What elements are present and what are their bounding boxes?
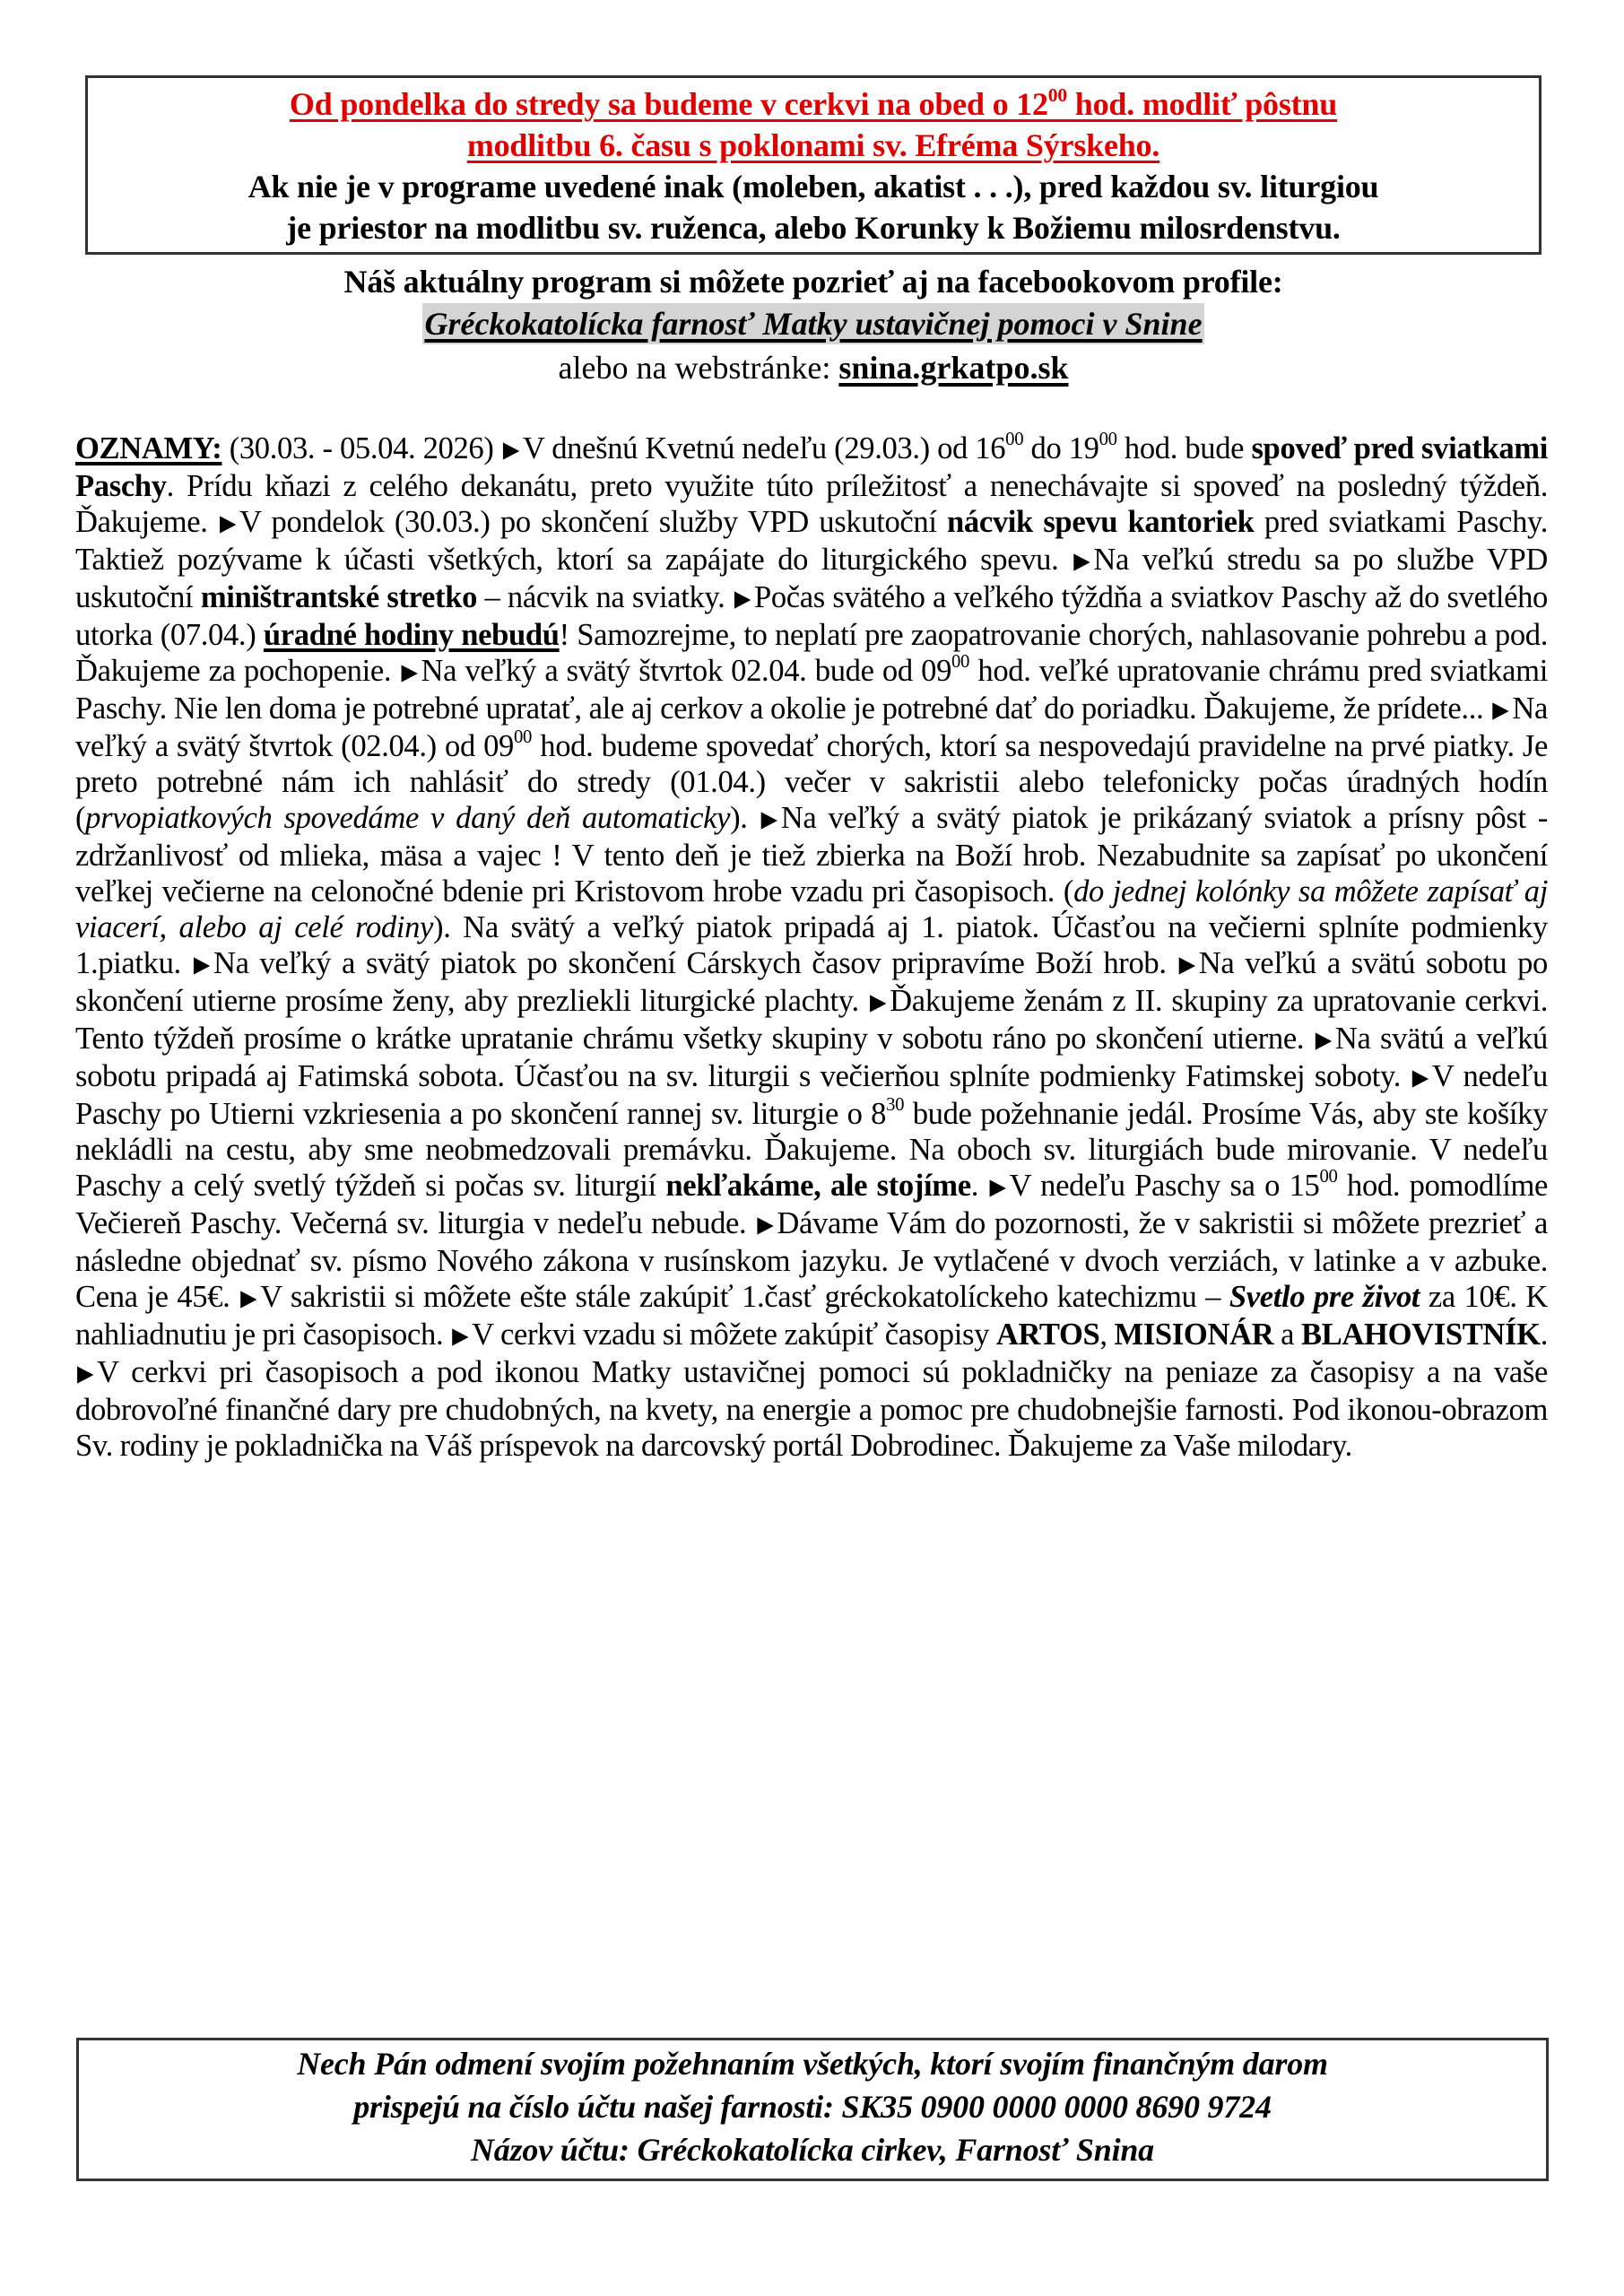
rosary-note-line-2: je priestor na modlitbu sv. ruženca, alebo Korunky k Božiemu milosrdenstvu. bbox=[286, 210, 1341, 246]
announcement-text: . bbox=[1540, 1318, 1549, 1352]
emphasized-text: spoveď pred sviatkami Paschy bbox=[75, 431, 1548, 503]
announcement-text: Na veľký a svätý piatok po skončení Cárskych časov pripravíme Boží hrob. bbox=[213, 946, 1177, 980]
facebook-intro: Náš aktuálny program si môžete pozrieť aj na facebookovom profile: bbox=[343, 264, 1283, 300]
announcement-text: ). Na svätý a veľký piatok pripadá aj 1. piatok. Účasťou na večierni splníte podmienky 1.piatku. bbox=[75, 910, 1548, 980]
time-superscript: 00 bbox=[514, 727, 533, 748]
lenten-prayer-line-1 bbox=[88, 83, 1539, 125]
announcement-text: Dávame Vám do pozornosti, že v sakristii si môžete prezrieť a následne objednať sv. písmo Nového zákona v rusínskom jazyku. Je vytlačené v dvoch verziách, v latinke a v azbuke. Cena je 45€. bbox=[75, 1206, 1548, 1314]
time-superscript: 30 bbox=[886, 1095, 905, 1116]
website-link[interactable]: snina.grkatpo.sk bbox=[838, 350, 1069, 386]
announcements-paragraph bbox=[75, 430, 1548, 1464]
bullet-triangle-icon: ▶ bbox=[1492, 698, 1509, 723]
announcement-text: V pondelok (30.03.) po skončení služby VPD uskutoční bbox=[239, 505, 948, 539]
announcement-text: bude požehnanie jedál. Prosíme Vás, aby ste košíky nekládli na cestu, aby sme neobmedzovali premávku. Ďakujeme. Na oboch sv. liturgiách bude mirovanie. V nedeľu Paschy a celý svetlý týždeň si počas sv. liturgií bbox=[75, 1097, 1549, 1203]
bullet-triangle-icon: ▶ bbox=[757, 1213, 774, 1238]
announcement-text: – nácvik na sviatky. bbox=[477, 580, 733, 614]
announcement-text: Na veľký a svätý štvrtok 02.04. bude od 09 bbox=[421, 654, 952, 688]
emphasized-text: nácvik spevu kantoriek bbox=[947, 505, 1255, 539]
time-superscript: 00 bbox=[1047, 84, 1067, 106]
announcement-text: V cerkvi vzadu si môžete zakúpiť časopisy bbox=[472, 1318, 996, 1352]
emphasized-text: Svetlo pre život bbox=[1229, 1280, 1420, 1314]
announcement-text: Počas svätého a veľkého týždňa a sviatkov Paschy až do svetlého utorka (07.04.) bbox=[75, 580, 1548, 652]
emphasized-text: nekľakáme, ale stojíme bbox=[665, 1169, 971, 1203]
time-superscript: 00 bbox=[1099, 430, 1117, 450]
italic-note: prvopiatkových spovedáme v daný deň automaticky bbox=[85, 801, 731, 835]
announcement-text: Na veľký a svätý štvrtok (02.04.) od 09 bbox=[75, 691, 1548, 763]
rosary-note-line-1: Ak nie je v programe uvedené inak (moleben, akatist . . .), pred každou sv. liturgiou bbox=[248, 169, 1379, 204]
italic-note: do jednej kolónky sa môžete zapísať aj viacerí, alebo aj celé rodiny bbox=[75, 874, 1549, 944]
facebook-profile-name[interactable]: Gréckokatolícka farnosť Matky ustavičnej pomoci v Snine bbox=[422, 303, 1203, 344]
donation-info-box bbox=[76, 2038, 1549, 2181]
announcement-text: hod. pomodlíme Večiereň Paschy. Večerná sv. liturgia v nedeľu nebude. bbox=[75, 1169, 1549, 1240]
announcement-text: do 19 bbox=[1023, 431, 1099, 465]
announcement-text: pred sviatkami Paschy. Taktiež pozývame k účasti všetkých, ktorí sa zapájate do liturgického spevu. bbox=[75, 505, 1548, 577]
bullet-triangle-icon: ▶ bbox=[193, 952, 210, 978]
website-line bbox=[85, 344, 1541, 391]
announcements-heading: OZNAMY: bbox=[75, 431, 222, 465]
announcement-text: . bbox=[970, 1169, 988, 1203]
announcement-text: hod. budeme spovedať chorých, ktorí sa nespovedajú pravidelne na prvé piatky. Je preto potrebné nám ich nahlásiť do stredy (01.04.) večer v sakristii alebo telefonicky počas úradných hodín ( bbox=[75, 729, 1548, 835]
announcement-text: V cerkvi pri časopisoch a pod ikonou Matky ustavičnej pomoci sú pokladničky na peniaze za časopisy a na vaše dobrovoľné finančné dary pre chudobných, na kvety, na energie a pomoc pre chudobnejšie farnosti. Pod ikonou-obrazom Sv. rodiny je pokladnička na Váš príspevok na darcovský portál Dobrodinec. Ďakujeme za Vaše milodary. bbox=[75, 1355, 1548, 1463]
lenten-prayer-line-2: modlitbu 6. času s poklonami sv. Efréma Sýrskeho. bbox=[466, 127, 1160, 163]
bullet-triangle-icon: ▶ bbox=[989, 1175, 1006, 1200]
bullet-triangle-icon: ▶ bbox=[240, 1286, 257, 1311]
bullet-triangle-icon: ▶ bbox=[760, 807, 777, 832]
announcement-text: V nedeľu Paschy po Utierni vzkriesenia a po skončení rannej sv. liturgie o 8 bbox=[75, 1059, 1548, 1131]
bullet-triangle-icon: ▶ bbox=[1411, 1065, 1429, 1091]
announcement-text: hod. bude bbox=[1116, 431, 1252, 465]
time-superscript: 00 bbox=[951, 652, 970, 673]
bullet-triangle-icon: ▶ bbox=[734, 587, 751, 612]
announcement-text: hod. veľké upratovanie chrámu pred sviatkami Paschy. Nie len doma je potrebné upratať, ale aj cerkov a okolie je potrebné dať do poriadku. Ďakujeme, že prídete... bbox=[75, 654, 1548, 726]
time-superscript: 00 bbox=[1319, 1167, 1338, 1187]
account-name-line: Názov účtu: Gréckokatolícka cirkev, Farnosť Snina bbox=[470, 2132, 1154, 2168]
announcement-text: V dnešnú Kvetnú nedeľu (29.03.) od 16 bbox=[522, 431, 1006, 465]
announcement-text: ). bbox=[730, 801, 760, 835]
online-program-info bbox=[85, 260, 1541, 391]
bullet-triangle-icon: ▶ bbox=[502, 438, 519, 463]
bullet-triangle-icon: ▶ bbox=[869, 990, 887, 1015]
bullet-triangle-icon: ▶ bbox=[1315, 1028, 1332, 1053]
website-prefix: alebo na webstránke: bbox=[558, 350, 839, 386]
bullet-triangle-icon: ▶ bbox=[1073, 549, 1090, 574]
announcement-text: , bbox=[1099, 1318, 1115, 1352]
announcement-text: (30.03. - 05.04. 2026) bbox=[221, 431, 501, 465]
announcement-text: Na veľkú stredu sa po službe VPD uskutoční bbox=[75, 543, 1548, 614]
announcement-text: V sakristii si môžete ešte stále zakúpiť 1.časť gréckokatolíckeho katechizmu – bbox=[260, 1280, 1229, 1314]
time-superscript: 00 bbox=[1005, 430, 1024, 450]
red-text: hod. modliť pôstnu bbox=[1066, 86, 1338, 122]
emphasized-text: ARTOS bbox=[995, 1318, 1100, 1352]
emphasized-text: BLAHOVISTNÍK bbox=[1300, 1318, 1541, 1352]
announcement-text: Ďakujeme ženám z II. skupiny za upratovanie cerkvi. Tento týždeň prosíme o krátke upratanie chrámu všetky skupiny v sobotu ráno po skončení utierne. bbox=[75, 984, 1548, 1056]
donation-thanks-line: Nech Pán odmení svojím požehnaním všetkých, ktorí svojím finančným darom bbox=[297, 2046, 1328, 2082]
emphasized-text: miništrantské stretko bbox=[200, 580, 478, 614]
bullet-triangle-icon: ▶ bbox=[401, 660, 418, 685]
announcement-text: Na veľký a svätý piatok je prikázaný sviatok a prísny pôst - zdržanlivosť od mlieka, mäsa a vajec ! V tento deň je tiež zbierka na Boží hrob. Nezabudnite sa zapísať po ukončení veľkej večierne na celonočné bdenie pri Kristovom hrobe vzadu pri časopisoch. ( bbox=[75, 801, 1548, 909]
announcement-text: . Prídu kňazi z celého dekanátu, preto využite túto príležitosť a nenechávajte si spoveď na posledný týždeň. Ďakujeme. bbox=[75, 469, 1548, 539]
bullet-triangle-icon: ▶ bbox=[77, 1361, 94, 1387]
announcement-text: ! Samozrejme, to neplatí pre zaopatrovanie chorých, nahlasovanie pohrebu a pod. Ďakujeme za pochopenie. bbox=[75, 618, 1548, 688]
announcement-text: Na veľkú a svätú sobotu po skončení utierne prosíme ženy, aby prezliekli liturgické plachty. bbox=[75, 946, 1548, 1018]
announcement-text: Na svätú a veľkú sobotu pripadá aj Fatimská sobota. Účasťou na sv. liturgii s večierňou splníte podmienky Fatimskej soboty. bbox=[75, 1022, 1548, 1093]
announcement-text: V nedeľu Paschy sa o 15 bbox=[1009, 1169, 1320, 1203]
bullet-triangle-icon: ▶ bbox=[220, 511, 237, 536]
announcement-text: za 10€. K nahliadnutiu je pri časopisoch. bbox=[75, 1280, 1548, 1352]
bullet-triangle-icon: ▶ bbox=[452, 1324, 469, 1349]
red-text: Od pondelka do stredy sa budeme v cerkvi na obed o 12 bbox=[289, 86, 1048, 122]
bullet-triangle-icon: ▶ bbox=[1178, 952, 1195, 978]
bank-account-line: prispejú na číslo účtu našej farnosti: SK35 0900 0000 0000 8690 9724 bbox=[353, 2089, 1272, 2125]
announcement-text: a bbox=[1273, 1318, 1301, 1352]
lenten-prayer-notice-box bbox=[85, 75, 1541, 255]
emphasized-text: úradné hodiny nebudú bbox=[263, 618, 560, 652]
emphasized-text: MISIONÁR bbox=[1114, 1318, 1274, 1352]
